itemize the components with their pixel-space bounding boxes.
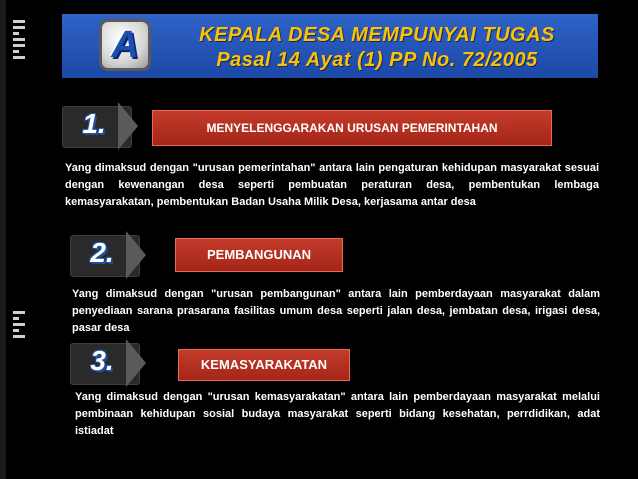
- document-lines-icon: [13, 20, 25, 70]
- section-heading-3: KEMASYARAKATAN: [178, 349, 350, 381]
- list-lines-icon: [13, 311, 25, 343]
- section-description-2: Yang dimaksud dengan "urusan pembangunan" antara lain pemberdayaan masyarakat dalam penyediaan sarana prasarana fasilitas umum desa seperti jalan desa, jembatan desa, irigasi desa, pasar desa: [72, 288, 600, 334]
- slide-title: KEPALA DESA MEMPUNYAI TUGAS: [199, 24, 555, 46]
- slide-subtitle: Pasal 14 Ayat (1) PP No. 72/2005: [216, 49, 538, 71]
- section-description-3: Yang dimaksud dengan "urusan kemasyarakatan" antara lain pemberdayaan masyarakat melalui pembinaan kehidupan sosial budaya masyarakat seperti bidang kesehatan, perrdidikan, adat istiadat: [75, 391, 600, 437]
- section-number-3: 3.: [90, 345, 114, 376]
- title-badge: A: [99, 19, 151, 71]
- sidebar-strip: [0, 0, 6, 479]
- section-heading-1: MENYELENGGARAKAN URUSAN PEMERINTAHAN: [152, 110, 552, 146]
- section-number-1: 1.: [82, 108, 106, 139]
- section-number-2: 2.: [90, 237, 114, 268]
- section-description-1: Yang dimaksud dengan "urusan pemerintahan" antara lain pengaturan kehidupan masyarakat sesuai dengan kewenangan desa seperti pembuatan peraturan desa, pembentukan lembaga kemasyarakatan, pembentukan Badan Usaha Milik Desa, kerjasama antar desa: [65, 162, 599, 208]
- section-heading-2: PEMBANGUNAN: [175, 238, 343, 272]
